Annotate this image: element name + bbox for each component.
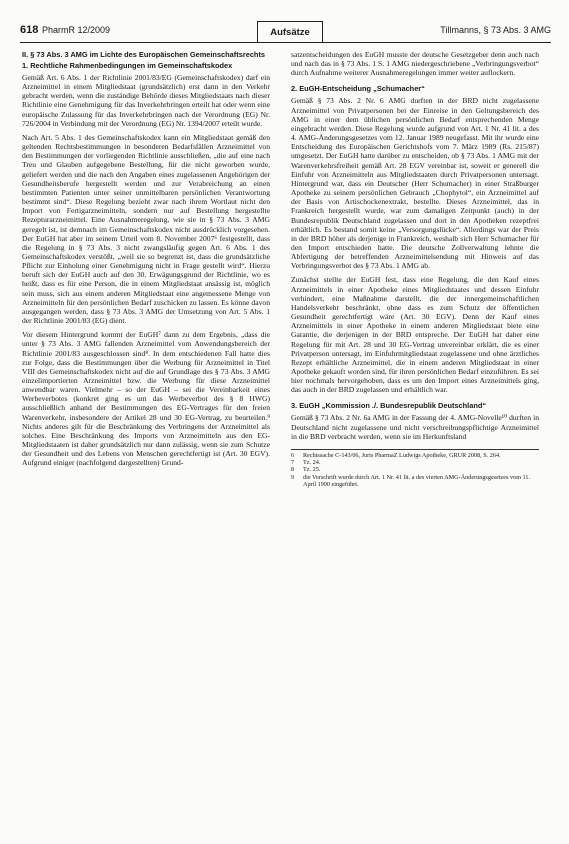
paragraph: Vor diesem Hintergrund kommt der EuGH⁷ dann zu dem Ergebnis, „dass die unter § 73 Abs. 3 AMG fallenden Arzneimittel vom Anwendungsbereich der Richtlinie 2001/83 ausgeschlossen sind⁸. In dem entschiedenen Fall hatte dies zur Folge, dass die Bestimmungen über die Werbung für Arzneimittel in Titel VIII des Gemeinschaftskodex nicht auf die auf Grundlage des § 73 Abs. 3 AMG einzelimportierten Arzneimittel bzw. die Werbung für diese Arzneimittel anwendbar waren. Vielmehr – so der EuGH – sei die Vereinbarkeit eines Werbeverbotes (konkret ging es um das Werbeverbot des § 8 HWG) ausschließlich anhand der Bestimmungen des EG-Vertrages für den freien Warenverkehr, insbesondere der Artikel 28 und 30 EG-Vertrag, zu beurteilen.⁹ Nichts anderes gilt für die Beschränkung des Verbringens der Arzneimittel als solches. Eine Beschränkung des Imports von Arzneimitteln aus den EG-Mitgliedstaaten ist daher grundsätzlich nur dann zulässig, wenn sie zum Schutze der Gesundheit und des Lebens von Menschen gerechtfertigt ist (Art. 30 EGV). Aufgrund einiger (nachfolgend dargestellten) Grund- xyxy=(22,330,270,468)
subsection-heading-1: 1. Rechtliche Rahmenbedingungen im Gemeinschaftskodex xyxy=(22,61,233,70)
paragraph: Gemäß Art. 6 Abs. 1 der Richtlinie 2001/83/EG (Gemeinschaftskodex) darf ein Arzneimittel in einem Mitgliedstaat (grundsätzlich) erst dann in den Verkehr gebracht werden, wenn die zuständige Behörde dieses Mitgliedstaats nach dieser Richtlinie eine Genehmigung für das Inverkehrbringen erteilt hat oder wenn eine europäische Zulassung für das Inverkehrbringen nach der Verordnung (EG) Nr. 726/2004 in Verbindung mit der Verordnung (EG) Nr. 1394/2007 erteilt wurde. xyxy=(22,73,270,128)
paragraph: satzentscheidungen des EuGH musste der deutsche Gesetzgeber denn auch nach und nach das in § 73 Abs. 1 S. 1 AMG niedergeschriebene „Verbringungsverbot“ durch Aufnahme weiterer Ausnahmeregelungen immer weiter auflockern. xyxy=(291,50,539,78)
subsection-heading-3: 3. EuGH „Kommission ./. Bundesrepublik Deutschland“ xyxy=(291,401,487,411)
left-column xyxy=(22,50,270,473)
footnotes xyxy=(291,449,539,488)
subsection-heading-2: 2. EuGH-Entscheidung „Schumacher“ xyxy=(291,84,425,94)
paragraph: Gemäß § 73 Abs. 2 Nr. 6a AMG in der Fassung der 4. AMG-Novelle¹⁰ durften in Deutschland nicht zugelassene und nicht verschreibungspflichtige Arzneimittel in die BRD verbracht werden, wenn sie im Herkunftsland xyxy=(291,413,539,441)
footnote-number: 7 xyxy=(291,459,295,467)
footnote xyxy=(291,452,539,459)
footnote-text: Tz. 24. xyxy=(303,459,321,467)
footnote-number: 9 xyxy=(291,473,295,481)
footnote-number: 6 xyxy=(291,451,295,459)
footnote-number: 8 xyxy=(291,466,295,474)
footnote xyxy=(291,466,539,473)
paragraph: Zunächst stellte der EuGH fest, dass eine Regelung, die den Kauf eines Arzneimittels in einer Apotheke eines Mitgliedstaates und dessen Einfuhr verhindert, eine Maßnahme darstellt, die der innergemeinschaftlichen Handelsverkehr beschränkt, ohne dass es zum Schutz der öffentlichen Gesundheit gerechtfertigt wäre (Art. 30 EGV). Denn der Kauf eines Arzneimittels in einer Apotheke in einem anderen Mitgliedstaat biete eine Garantie, die derjenigen in der BRD entspreche. Der EuGH hat daher eine Regelung für mit Art. 28 und 30 EG-Vertrag unvereinbar erklärt, die es einer Privatperson untersagt, im Einfuhrmitgliedstaat zugelassene und ohne ärztliches Rezept erhältliche Arzneimittel, die in einem anderen Mitgliedstaat in einer Apotheke gekauft worden sind, für ihren persönlichen Bedarf einzuführen. Es sei hier nochmals hervorgehoben, dass es um den Import eines Arzneimittels ging, das auch in der BRD zugelassen und erhältlich war. xyxy=(291,275,539,395)
right-column xyxy=(291,50,539,488)
section-heading: II. § 73 Abs. 3 AMG im Lichte des Europäischen Gemeinschaftsrechts xyxy=(22,50,266,59)
footnote xyxy=(291,474,539,488)
journal-issue: PharmR 12/2009 xyxy=(42,25,111,35)
section-label: Aufsätze xyxy=(257,21,323,42)
footnote-text: Rechtssache C-143/06, Juris PharmaZ Ludwigs Apotheke, GRUR 2008, S. 264. xyxy=(303,451,501,459)
page-header xyxy=(20,24,551,43)
paragraph: Nach Art. 5 Abs. 1 des Gemeinschaftskodex kann ein Mitgliedstaat gemäß den geltenden Rechtsbestimmungen in besonderen Bedarfsfällen Arzneimittel von den Bestimmungen der vorliegenden Richtlinie ausschließen, „die auf eine nach Treu und Glauben aufgegebene Bestellung, für die nicht geworben wurde, geliefert werden und die nach den Angaben eines zugelassenen Angehörigen der Gesundheitsberufe hergestellt werden und zur Verabreichung an einen bestimmten Patienten unter seiner unmittelbaren persönlichen Verantwortung bestimmt sind“. Diese Regelung bezieht zwar nach ihrem Wortlaut nicht den Import von Fertigarzneimitteln, sondern nur auf Bestellung hergestellte Rezepturarzneimittel. Eine Ausnahmeregelung, wie sie in § 73 Abs. 3 AMG geregelt ist, ist demnach im Gemeinschaftskodex nicht ausdrücklich vorgesehen. Der EuGH hat aber im seinem Urteil vom 8. November 2007⁶ festgestellt, dass die Regelung in § 73 Abs. 3 nicht zwangsläufig gegen Art. 6 Abs. 1 des Gemeinschaftskodex verstößt, „weil sie so begrenzt ist, dass die grundsätzliche Pflicht zur Einholung einer Genehmigung nicht in Frage gestellt wird“. Hierzu beruft sich der EuGH auch auf den 30. Erwägungsgrund der Richtlinie, wo es heißt, dass es für eine Person, die in einem Mitgliedstaat ansässig ist, möglich sein muss, sich aus einem anderen Mitgliedstaat eine angemessene Menge von Arzneimitteln für den persönlichen Bedarf zuschicken zu lassen. Es könne davon ausgegangen werden, dass § 73 Abs. 3 AMG der Umsetzung von Art. 5 Abs. 1 der Richtlinie 2001/83 (EG) dient. xyxy=(22,132,270,326)
paragraph: Gemäß § 73 Abs. 2 Nr. 6 AMG durften in der BRD nicht zugelassene Arzneimittel von Privatpersonen bei der Einreise in den Geltungsbereich des AMG in einer dem üblichen persönlichen Bedarf entsprechenden Menge eingebracht werden. Diese Regelung wurde aufgrund von Art. 1 Nr. 41 lit. a des 4. AMG-Änderungsgesetzes vom 12. Januar 1989 neugefasst. Mit ihr wurde eine Entscheidung des Europäischen Gerichtshofs vom 7. März 1989 (Rs. 215/87) umgesetzt. Der EuGH hatte darüber zu entscheiden, ob § 73 Abs. 1 AMG mit der Warenverkehrsfreiheit gemäß Art. 28 EGV vereinbar ist, soweit er generell die Einfuhr von Arzneimitteln aus Mitgliedstaaten durch Privatpersonen untersagt. Hintergrund war, dass ein Deutscher (Herr Schumacher) in einer Straßburger Apotheke zu seinem persönlichen Gebrauch „Chophytol“, ein Arzneimittel auf der Basis von Artischockenextrakt, bestellte. Dieses Arzneimittel, das in Frankreich hergestellt wurde, war zum damaligen Zeitpunkt (auch) in der Bundesrepublik Deutschland zugelassen und dort in den Apotheken rezeptfrei erhältlich. Es bestand somit keine „Versorgungslücke“. Allerdings war der Preis in der BRD höher als derjenige in Frankreich, weshalb sich Herr Schumacher für den Import entschieden hatte. Die deutsche Zollverwaltung lehnte die Abfertigung der betreffenden Arzneimittelsendung mit Hinweis auf das Verbringungsverbot des § 73 Abs. 1 AMG ab. xyxy=(291,96,539,271)
footnote xyxy=(291,459,539,466)
page-number: 618 xyxy=(20,24,39,36)
running-title: Tillmanns, § 73 Abs. 3 AMG xyxy=(440,25,551,35)
footnote-text: Tz. 25. xyxy=(303,466,321,474)
footnote-text: die Vorschrift wurde durch Art. 1 Nr. 41 lit. a des vierten AMG-Änderungsgesetzes vom 11. April 1990 eingeführt. xyxy=(303,473,531,488)
